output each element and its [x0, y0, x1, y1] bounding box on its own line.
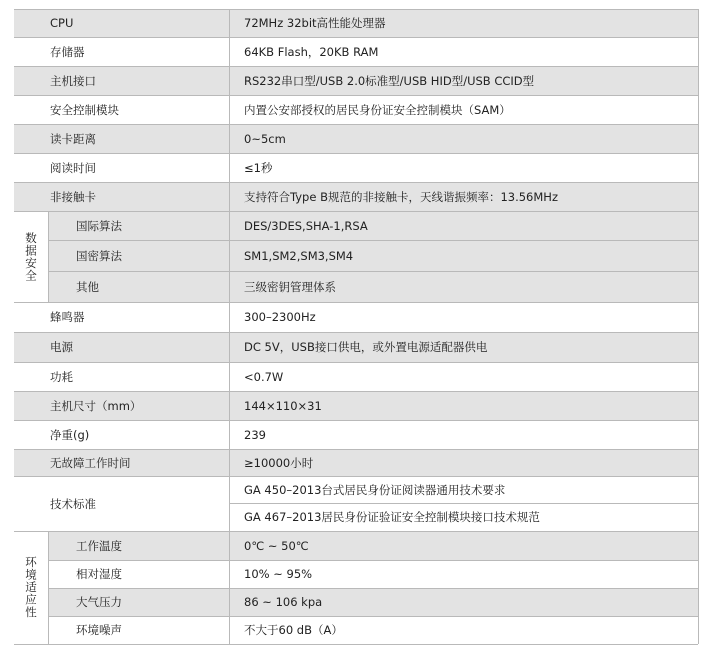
- spec-row-read-time: [14, 153, 698, 182]
- spec-label: 功耗: [50, 369, 73, 384]
- spec-value: 300–2300Hz: [244, 310, 316, 324]
- row-divider: [14, 420, 698, 421]
- spec-row-mtbf: [14, 449, 698, 476]
- row-divider: [48, 240, 698, 241]
- spec-label: 大气压力: [76, 595, 122, 609]
- row-divider: [14, 332, 698, 333]
- spec-value: 不大于60 dB（A）: [244, 623, 343, 637]
- spec-value: <0.7W: [244, 369, 284, 384]
- spec-value: SM1,SM2,SM3,SM4: [244, 248, 354, 263]
- row-divider: [48, 616, 698, 617]
- spec-label: 蜂鸣器: [50, 310, 85, 324]
- spec-value: DC 5V，USB接口供电，或外置电源适配器供电: [244, 340, 488, 354]
- spec-label: 相对湿度: [76, 567, 122, 581]
- spec-row-read-distance: [14, 124, 698, 153]
- row-divider: [14, 124, 698, 125]
- spec-row-storage: [14, 37, 698, 66]
- spec-label: 主机尺寸（mm）: [50, 398, 142, 413]
- group-label-text: 数据安全: [24, 231, 38, 282]
- spec-row-weight: [14, 420, 698, 449]
- spec-label: 安全控制模块: [50, 102, 119, 117]
- spec-label: 读卡距离: [50, 131, 96, 146]
- group-divider: [48, 211, 49, 302]
- row-divider: [14, 391, 698, 392]
- spec-label: 无故障工作时间: [50, 455, 131, 470]
- spec-label: 环境噪声: [76, 623, 122, 637]
- spec-row-noise: [48, 616, 698, 644]
- row-divider: [14, 95, 698, 96]
- spec-label: 技术标准: [50, 496, 96, 511]
- spec-label: 主机接口: [50, 73, 96, 88]
- row-divider: [14, 37, 698, 38]
- table-right-edge: [698, 9, 699, 644]
- spec-label: 净重(g): [50, 427, 90, 442]
- spec-label: CPU: [50, 16, 74, 30]
- spec-row-interface: [14, 66, 698, 95]
- spec-value: ≥10000小时: [244, 455, 314, 470]
- spec-row-buzzer: [14, 302, 698, 332]
- spec-row-security-module: [14, 95, 698, 124]
- group-divider: [48, 531, 49, 644]
- spec-row-pressure: [48, 588, 698, 616]
- spec-value: 0℃ ~ 50℃: [244, 538, 309, 553]
- group-label-text: 环境适应性: [24, 556, 38, 619]
- spec-row-consumption: [14, 362, 698, 391]
- spec-row-contactless: [14, 182, 698, 211]
- row-divider: [14, 362, 698, 363]
- spec-value: GA 467–2013居民身份证验证安全控制模块接口技术规范: [244, 510, 540, 524]
- spec-label: 其他: [76, 279, 99, 294]
- column-divider: [229, 9, 230, 644]
- spec-row-power: [14, 332, 698, 362]
- spec-value: 三级密钥管理体系: [244, 279, 336, 294]
- row-divider: [48, 271, 698, 272]
- spec-value: 支持符合Type B规范的非接触卡，天线谐振频率：13.56MHz: [244, 189, 558, 204]
- spec-row-cn-algorithm: [48, 240, 698, 271]
- row-divider: [14, 153, 698, 154]
- spec-label: 电源: [50, 340, 73, 354]
- spec-row-dimensions: [14, 391, 698, 420]
- spec-value: RS232串口型/USB 2.0标准型/USB HID型/USB CCID型: [244, 73, 535, 88]
- spec-label: 工作温度: [76, 538, 122, 553]
- spec-label: 非接触卡: [50, 189, 96, 204]
- spec-value: 144×110×31: [244, 398, 322, 413]
- spec-row-intl-algorithm: [48, 211, 698, 240]
- spec-value: ≤1秒: [244, 160, 273, 175]
- row-divider: [14, 449, 698, 450]
- spec-value: 0~5cm: [244, 131, 286, 146]
- spec-label: 国际算法: [76, 218, 122, 233]
- spec-row-work-temp: [48, 531, 698, 560]
- row-divider: [14, 531, 698, 532]
- row-divider: [48, 588, 698, 589]
- row-divider: [14, 66, 698, 67]
- row-divider: [14, 9, 698, 10]
- row-divider: [229, 503, 698, 504]
- row-divider: [14, 211, 698, 212]
- spec-value: DES/3DES,SHA-1,RSA: [244, 218, 368, 233]
- spec-value: 239: [244, 427, 266, 442]
- group-label: [14, 531, 48, 644]
- spec-value: 72MHz 32bit高性能处理器: [244, 16, 386, 30]
- spec-value: 内置公安部授权的居民身份证安全控制模块（SAM）: [244, 102, 511, 117]
- spec-value: 10% ~ 95%: [244, 567, 313, 581]
- spec-label: 国密算法: [76, 248, 122, 263]
- group-label: [14, 211, 48, 302]
- spec-row-cpu: [14, 9, 698, 37]
- row-divider: [14, 476, 698, 477]
- spec-row-humidity: [48, 560, 698, 588]
- spec-value: 86 ~ 106 kpa: [244, 595, 323, 609]
- spec-value: 64KB Flash，20KB RAM: [244, 44, 379, 59]
- spec-label: 存储器: [50, 44, 85, 59]
- spec-value: GA 450–2013台式居民身份证阅读器通用技术要求: [244, 482, 506, 497]
- row-divider: [14, 182, 698, 183]
- row-divider: [48, 560, 698, 561]
- spec-row-other: [48, 271, 698, 302]
- row-divider: [14, 302, 698, 303]
- spec-label: 阅读时间: [50, 160, 96, 175]
